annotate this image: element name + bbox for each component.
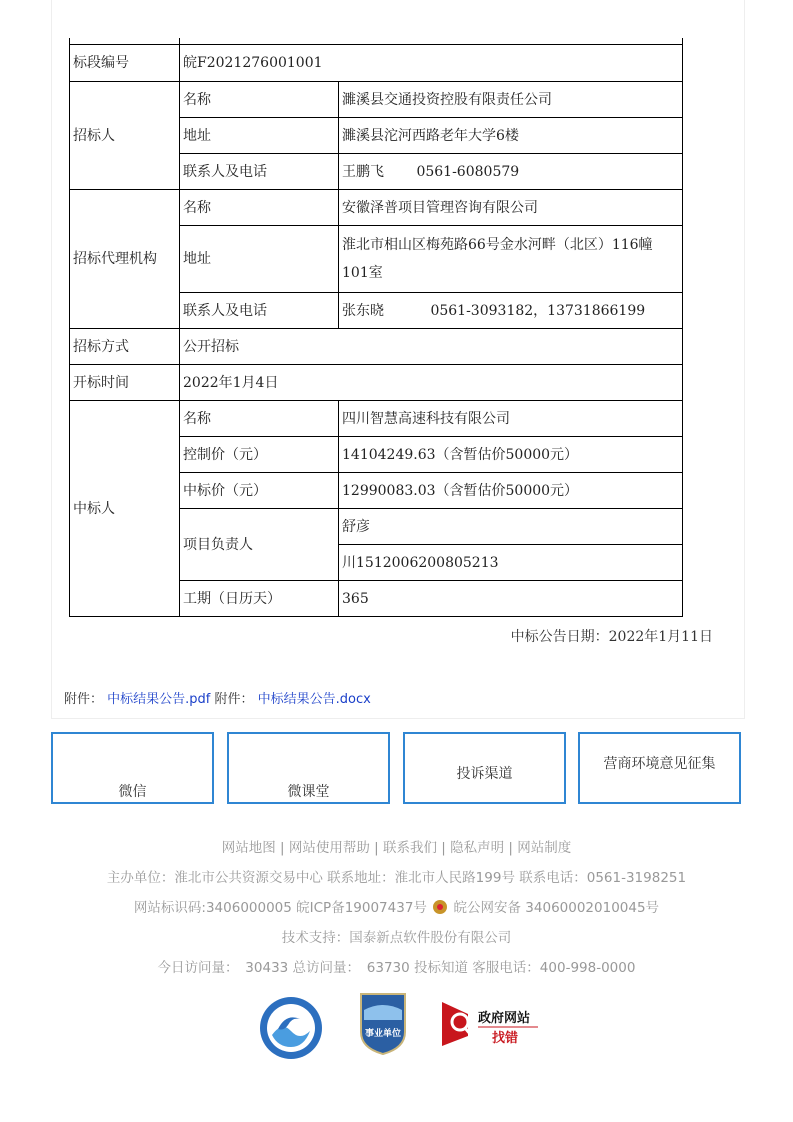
attachment-link-pdf[interactable]: 中标结果公告.pdf: [107, 692, 211, 707]
credit-logo-icon[interactable]: [258, 995, 324, 1065]
shiye-label: 事业单位: [364, 1029, 402, 1039]
manager-label: 项目负责人: [180, 509, 339, 581]
method-value: 公开招标: [180, 329, 683, 365]
micro-class-label: 微课堂: [287, 784, 330, 800]
agency-contact-value: 张东晓 0561-3093182，13731866199: [339, 293, 683, 329]
footer-links[interactable]: 网站地图 | 网站使用帮助 | 联系我们 | 隐私声明 | 网站制度: [221, 840, 572, 856]
attachment-prefix: 附件：: [214, 692, 254, 707]
gov-site-title: 政府网站: [478, 1011, 531, 1026]
tenderer-label: 招标人: [70, 82, 180, 190]
shiye-logo-icon[interactable]: [358, 990, 408, 1060]
gov-site-sub: 找错: [492, 1031, 519, 1046]
agency-label: 招标代理机构: [70, 190, 180, 329]
method-label: 招标方式: [70, 329, 180, 365]
wechat-box[interactable]: [51, 732, 214, 804]
complaint-label: 投诉渠道: [456, 766, 513, 782]
feedback-box[interactable]: [578, 732, 741, 804]
tenderer-address-label: 地址: [180, 118, 339, 154]
announce-date: 中标公告日期：2022年1月11日: [510, 629, 713, 645]
tenderer-contact-label: 联系人及电话: [180, 154, 339, 190]
manager-cert: 川1512006200805213: [339, 545, 683, 581]
attachment-link-docx[interactable]: 中标结果公告.docx: [257, 692, 371, 707]
footer-stats: 今日访问量： 30433 总访问量： 63730 投标知道 客服电话：400-998-0000: [157, 960, 636, 976]
open-time-label: 开标时间: [70, 365, 180, 401]
winner-label: 中标人: [70, 401, 180, 617]
footer-support: 技术支持：国泰新点软件股份有限公司: [281, 930, 512, 946]
agency-contact-label: 联系人及电话: [180, 293, 339, 329]
gov-site-error-logo[interactable]: [440, 1000, 540, 1052]
bid-result-table: [69, 38, 683, 617]
footer-icp: [0, 896, 793, 916]
complaint-box[interactable]: [403, 732, 566, 804]
control-price-label: 控制价（元）: [180, 437, 339, 473]
tenderer-name-value: 濉溪县交通投资控股有限责任公司: [339, 82, 683, 118]
open-time-value: 2022年1月4日: [180, 365, 683, 401]
tenderer-contact-value: 王鹏飞 0561-6080579: [339, 154, 683, 190]
agency-name-label: 名称: [180, 190, 339, 226]
micro-class-box[interactable]: [227, 732, 390, 804]
duration-label: 工期（日历天）: [180, 581, 339, 617]
agency-address-label: 地址: [180, 226, 339, 293]
feedback-label: 营商环境意见征集: [603, 756, 716, 772]
attachments: [64, 688, 371, 707]
agency-name-value: 安徽泽普项目管理咨询有限公司: [339, 190, 683, 226]
icp-text[interactable]: 网站标识码:3406000005 皖ICP备19007437号: [133, 900, 427, 916]
manager-name: 舒彦: [339, 509, 683, 545]
agency-address-value: 淮北市相山区梅苑路66号金水河畔（北区）116幢101室: [339, 226, 683, 293]
tenderer-name-label: 名称: [180, 82, 339, 118]
tenderer-address-value: 濉溪县沱河西路老年大学6楼: [339, 118, 683, 154]
bid-price-label: 中标价（元）: [180, 473, 339, 509]
wechat-label: 微信: [118, 784, 147, 800]
winner-name-value: 四川智慧高速科技有限公司: [339, 401, 683, 437]
footer-host: 主办单位：淮北市公共资源交易中心 联系地址：淮北市人民路199号 联系电话：0561-3198251: [106, 870, 687, 886]
police-badge-icon: [433, 900, 447, 914]
section-no-value: 皖F2021276001001: [180, 45, 683, 82]
bid-price-value: 12990083.03（含暂估价50000元）: [339, 473, 683, 509]
duration-value: 365: [339, 581, 683, 617]
control-price-value: 14104249.63（含暂估价50000元）: [339, 437, 683, 473]
section-no-label: 标段编号: [70, 45, 180, 82]
police-record[interactable]: 皖公网安备 34060002010045号: [453, 900, 660, 916]
winner-name-label: 名称: [180, 401, 339, 437]
attachment-prefix: 附件：: [64, 692, 104, 707]
